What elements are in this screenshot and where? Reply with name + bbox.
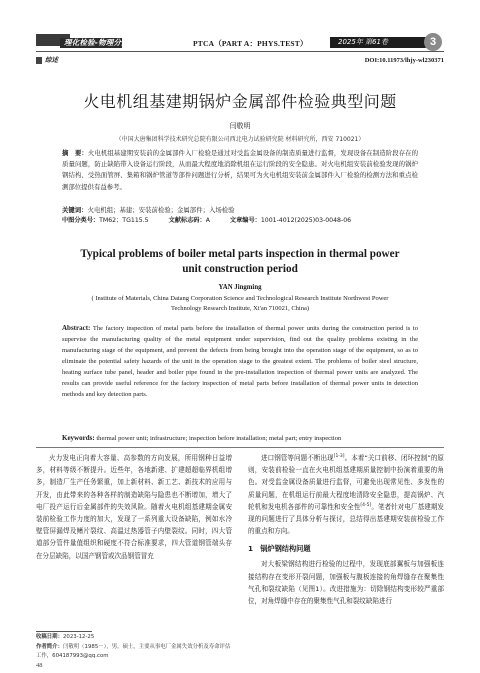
received-value: 2023-12-25 <box>62 634 95 640</box>
en-affiliation-line1: ( Institute of Materials, China Datang Corporation Science and Technological Research Institute Northwest Power <box>91 295 389 302</box>
citation-ref[interactable]: [4-5] <box>360 502 372 508</box>
en-affiliation-line2: Technology Research Institute, Xi'an 710021, China) <box>170 305 310 312</box>
body-divider <box>36 447 444 448</box>
cn-class-label: 中图分类号： <box>62 217 100 224</box>
author-bio-value: 闫敬明（1985－），男，硕士，主要从事电厂金属失效分析及寿命评估工作，604187993@qq.com <box>36 644 231 659</box>
cn-abstract-text: 火电机组基建期安装前的金属部件入厂检验是通过对受监金属设备的制造质量进行监督，发现设备在制造阶段存在的质量问题，防止缺陷带入设备运行阶段，从而最大程度地消除机组在运行阶段的安全隐患。对火电机组安装前检验发现的锅炉钢结构、受热面管屏、集箱和锅炉管道等部件问题进行分析，结果可为火电机组安装前金属部件入厂检验的检测方法和重点检测部位提供有益参考。 <box>62 149 419 191</box>
column-tag: 综述 <box>36 55 84 66</box>
issue-number-badge: 3 <box>424 33 442 51</box>
body-text: 。笔者针对电厂基建期发现的问题进行了具体分析与探讨，总结得出基建期安装前检验工作的重点和方向。 <box>248 502 444 536</box>
author-bio-label: 作者简介： <box>36 644 63 650</box>
journal-header <box>0 0 480 62</box>
en-affiliation <box>62 294 418 314</box>
en-title-line2: unit construction period <box>182 263 298 275</box>
journal-logo-text: 理化检验-物理分册 <box>64 38 129 47</box>
received-label: 收稿日期： <box>36 634 63 640</box>
body-paragraph: 对大板梁钢结构进行检验的过程中，发现底部翼板与加强板连接结构存在变形开裂问题，加强板与腹板连接的角焊缝存在聚集性气孔和裂纹缺陷（见图1）。改进措施为：切除钢结构变形较严重部位，对角焊缝中存在的聚集性气孔和裂纹缺陷进行 <box>248 560 444 606</box>
body-text: 。本着“关口前移、闭环控制”的原则，安装前检验一直在火电机组基建期质量控制中扮演着重要的角色。对受监金属设备质量进行监督，可避免出现常见性、多发性的质量问题，在机组运行前最大程度地清除安全隐患，提高锅炉、汽轮机和发电机各部件的可靠性和安全性 <box>248 454 444 511</box>
cn-classification <box>62 216 418 226</box>
cn-keywords <box>62 205 418 215</box>
en-keywords-text: thermal power unit; infrastructure; inspection before installation; metal part; entry inspection <box>96 435 342 442</box>
en-abstract <box>62 323 418 400</box>
en-keywords-label: Keywords: <box>62 434 95 442</box>
en-title-line1: Typical problems of boiler metal parts inspection in thermal power <box>80 248 400 260</box>
cn-abstract <box>62 148 418 193</box>
section-heading: 1 锅炉钢结构问题 <box>248 544 311 554</box>
page-number: 48 <box>36 662 43 669</box>
cn-author: 闫敬明 <box>229 122 251 130</box>
footnote-divider <box>36 631 92 632</box>
body-paragraph: 火力发电正向着大容量、高参数的方向发展，所用钢种日益增多，材料等级不断提升。近些年，各地新建、扩建超超临界机组增多，制造厂生产任务繁重，加上新材料、新工艺、新技术的应用与开发，由此带来的各种各样的制造缺陷与隐患也不断增加，增大了电厂投产运行后金属部件的失效风险。随着火电机组基建期金属安装前检验工作力度的加大，发现了一系列重大设备缺陷，例如水冷壁管屏漏焊及鳍片裂纹、高温过热器管子内壁裂纹。同时，四大管道部分管件量值组织和硬度不符合标准要求，四大管道钢管端头存在分层缺陷，以国产钢管或次品钢管冒充 <box>36 454 232 560</box>
cn-title: 火电机组基建期锅炉金属部件检验典型问题 <box>83 92 397 111</box>
cn-class-value: TM62；TG115.5 <box>99 217 149 224</box>
cn-affiliation: （中国大唐集团科学技术研究总院有限公司西北电力试验研究院 材料研究所，西安 710021） <box>115 136 365 143</box>
cn-abstract-label: 摘 要： <box>62 149 88 157</box>
citation-ref[interactable]: [1-3] <box>333 453 345 459</box>
cn-article-label: 文章编号： <box>229 217 261 224</box>
footnote-author <box>36 643 232 660</box>
en-abstract-text: The factory inspection of metal parts before the installation of thermal power units during the construction period is to supervise the manufacturing quality of the metal equipment under supervision, find out the quality problems existing in the manufacturing stage of the equipment, and prevent the defects from being brought into the operation stage of the equipment, so as to eliminate the potential safety hazards of the unit in the operation stage to the greatest extent. The problems of boiler steel structure, heating surface tube panel, header and boiler pipe found in the pre-installation inspection of thermal power units are analyzed. The results can provide useful reference for the factory inspection of metal parts before installation of thermal power units in detection methods and key detection parts. <box>62 325 418 398</box>
en-author: YAN Jingming <box>218 284 262 291</box>
cn-article-value: 1001-4012(2025)03-0048-06 <box>260 217 352 224</box>
cn-keywords-text: 火电机组；基建；安装前检验；金属部件；入场检验 <box>87 206 235 214</box>
body-column-left <box>36 452 232 562</box>
cn-doc-label: 文献标志码： <box>168 217 206 224</box>
en-keywords <box>62 433 418 444</box>
body-paragraph <box>248 452 444 537</box>
doi[interactable]: DOI:10.11973/lhjy-wl230371 <box>364 57 444 64</box>
cn-keywords-label: 关键词： <box>62 206 88 214</box>
cn-doc-value: A <box>205 217 210 224</box>
issue-label: 2025年 第61卷 <box>338 38 388 46</box>
header-divider <box>36 51 444 52</box>
body-column-right <box>248 452 444 607</box>
en-abstract-label: Abstract: <box>62 324 91 332</box>
journal-name: PTCA（PART A：PHYS.TEST） <box>193 39 308 48</box>
en-title <box>0 247 480 277</box>
body-text: 进口钢管等问题不断出现 <box>261 454 334 462</box>
footnote-received <box>36 633 232 642</box>
